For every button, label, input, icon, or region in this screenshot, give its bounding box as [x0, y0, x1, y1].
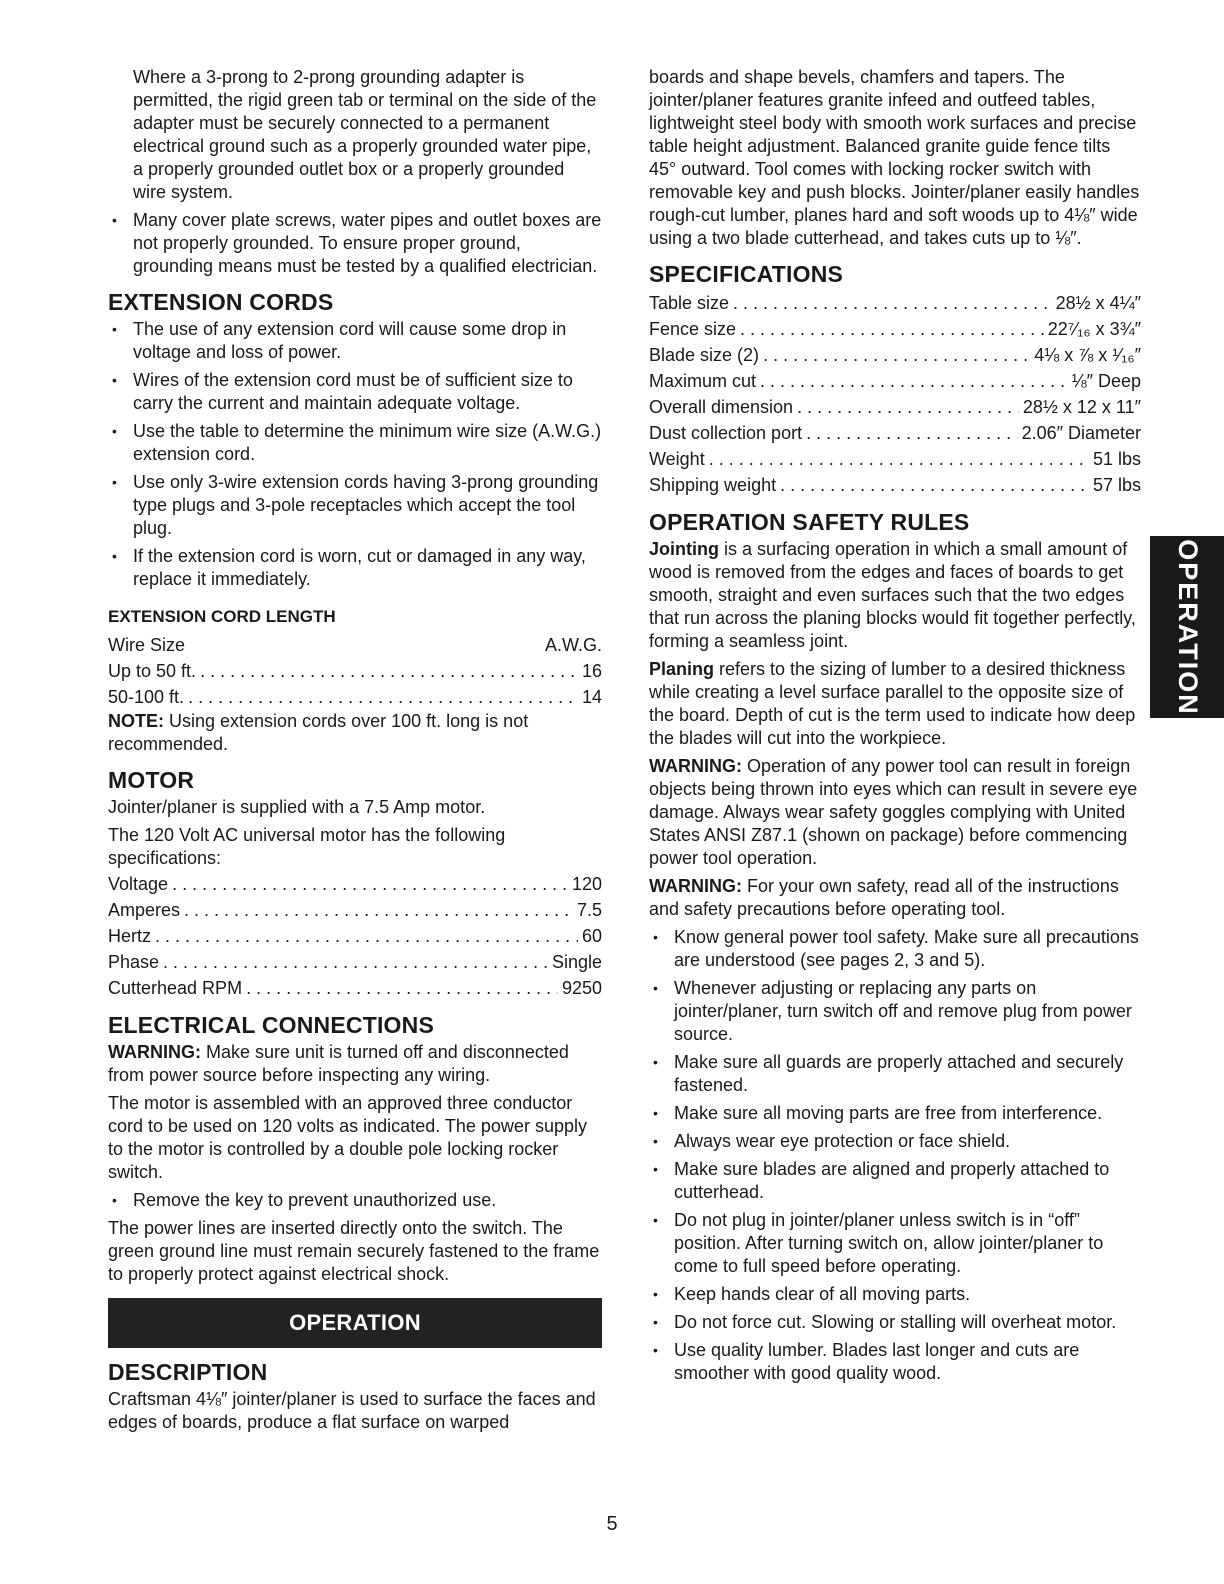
grounding-bullet: • Many cover plate screws, water pipes and outlet boxes are not properly grounded. To ensure proper ground, grounding means must be tested by a qualified electrician.: [108, 209, 602, 278]
side-tab-label: OPERATION: [1172, 538, 1203, 716]
electrical-paragraph: The motor is assembled with an approved three conductor cord to be used on 120 volts as indicated. The power supply to the motor is controlled by a double pole locking rocker switch.: [108, 1093, 587, 1182]
list-item: • Use the table to determine the minimum wire size (A.W.G.) extension cord.: [108, 420, 602, 466]
extension-cords-list: [108, 318, 602, 591]
motor-spec-row: Amperes . . . 7.5: [108, 897, 602, 923]
electrical-paragraph: The power lines are inserted directly onto the switch. The green ground line must remain securely fastened to the frame to properly protect against electrical shock.: [108, 1218, 600, 1284]
electrical-warning: WARNING: Make sure unit is turned off and disconnected from power source before inspecting any wiring.: [108, 1042, 569, 1085]
planing-paragraph: Planing refers to the sizing of lumber to a desired thickness while creating a level surface parallel to the opposite size of the board. Depth of cut is the term used to indicate how deep the blades will cut into the workpiece.: [649, 659, 1136, 748]
safety-rules-list: [649, 926, 1141, 1385]
specification-row: Fence size . . . 22⁷⁄₁₆ x 3¾″: [649, 316, 1141, 342]
eye-warning-paragraph: WARNING: Operation of any power tool can result in foreign objects being thrown into eyes which can result in severe eye damage. Always wear safety goggles complying with United States ANSI Z87.1 (shown on package) before commencing power tool operation.: [649, 756, 1138, 868]
specification-row: Table size . . . 28½ x 4¼″: [649, 290, 1141, 316]
specification-row: Weight . . . 51 lbs: [649, 446, 1141, 472]
cord-table-row: 50-100 ft. . . . 14: [108, 684, 602, 710]
list-item: • Make sure all moving parts are free from interference.: [649, 1102, 1141, 1125]
motor-spec-row: Phase . . . Single: [108, 949, 602, 975]
list-item: • Do not plug in jointer/planer unless switch is in “off” position. After turning switch on, allow jointer/planer to come to full speed before operating.: [649, 1209, 1141, 1278]
description-continued-paragraph: boards and shape bevels, chamfers and tapers. The jointer/planer features granite infeed and outfeed tables, lightweight steel body with smooth work surfaces and precise table height adjustment. Balanced granite guide fence tilts 45° outward. Tool comes with locking rocker switch with removable key and push blocks. Jointer/planer easily handles rough-cut lumber, planes hard and soft woods up to 4⅛″ wide using a two blade cutterhead, and takes cuts up to ⅛″.: [649, 67, 1140, 248]
specifications-heading: SPECIFICATIONS: [649, 261, 844, 287]
description-heading: DESCRIPTION: [108, 1359, 268, 1385]
motor-heading: MOTOR: [108, 767, 195, 793]
operation-section-banner: OPERATION: [108, 1298, 602, 1348]
list-item: • Keep hands clear of all moving parts.: [649, 1283, 1141, 1306]
description-paragraph: Craftsman 4⅛″ jointer/planer is used to surface the faces and edges of boards, produce a flat surface on warped: [108, 1389, 596, 1432]
grounding-adapter-paragraph: Where a 3-prong to 2-prong grounding adapter is permitted, the rigid green tab or terminal on the side of the adapter must be securely connected to a permanent electrical ground such as a properly grounded water pipe, a properly grounded outlet box or a properly grounded wire system.: [133, 67, 597, 202]
list-item: • Wires of the extension cord must be of sufficient size to carry the current and maintain adequate voltage.: [108, 369, 602, 415]
list-item: • Use quality lumber. Blades last longer and cuts are smoother with good quality wood.: [649, 1339, 1141, 1385]
list-item: • If the extension cord is worn, cut or damaged in any way, replace it immediately.: [108, 545, 602, 591]
list-item: • Make sure all guards are properly attached and securely fastened.: [649, 1051, 1141, 1097]
extension-cord-length-heading: EXTENSION CORD LENGTH: [108, 607, 336, 626]
electrical-connections-heading: ELECTRICAL CONNECTIONS: [108, 1012, 434, 1038]
extension-cords-heading: EXTENSION CORDS: [108, 289, 334, 315]
right-column: [649, 66, 1141, 1390]
operation-safety-rules-heading: OPERATION SAFETY RULES: [649, 509, 970, 535]
specification-row: Maximum cut . . . ⅛″ Deep: [649, 368, 1141, 394]
section-side-tab: [1150, 536, 1224, 718]
grounding-bullets: [108, 209, 602, 278]
electrical-bullets: [108, 1189, 602, 1212]
cord-table-row: Up to 50 ft. . . . 16: [108, 658, 602, 684]
safety-warning-paragraph: WARNING: For your own safety, read all of the instructions and safety precautions before operating tool.: [649, 876, 1119, 919]
list-item: • Know general power tool safety. Make sure all precautions are understood (see pages 2, 3 and 5).: [649, 926, 1141, 972]
left-column: [108, 66, 602, 1439]
motor-spec-row: Hertz . . . 60: [108, 923, 602, 949]
list-item: • Whenever adjusting or replacing any parts on jointer/planer, turn switch off and remove plug from power source.: [649, 977, 1141, 1046]
list-item: • Make sure blades are aligned and properly attached to cutterhead.: [649, 1158, 1141, 1204]
list-item: • Do not force cut. Slowing or stalling will overheat motor.: [649, 1311, 1141, 1334]
motor-paragraph: The 120 Volt AC universal motor has the following specifications:: [108, 825, 506, 868]
specification-row: Blade size (2) . . . 4⅛ x ⅞ x ¹⁄₁₆″: [649, 342, 1141, 368]
cord-note: NOTE: Using extension cords over 100 ft. long is not recommended.: [108, 711, 529, 754]
awg-header: A.W.G.: [544, 635, 602, 655]
cord-table-header: [108, 632, 602, 658]
wire-size-header: Wire Size: [108, 635, 186, 655]
jointing-paragraph: Jointing is a surfacing operation in which a small amount of wood is removed from the edges and faces of boards to get smooth, straight and even surfaces such that the two edges that run across the planing blocks would fit together perfectly, forming a seamless joint.: [649, 539, 1136, 651]
motor-paragraph: Jointer/planer is supplied with a 7.5 Amp motor.: [108, 797, 486, 817]
motor-spec-row: Voltage . . . 120: [108, 871, 602, 897]
list-item: • Always wear eye protection or face shield.: [649, 1130, 1141, 1153]
specification-row: Overall dimension . . . 28½ x 12 x 11″: [649, 394, 1141, 420]
list-item: • The use of any extension cord will cause some drop in voltage and loss of power.: [108, 318, 602, 364]
page-number: 5: [606, 1513, 618, 1535]
list-item: • Use only 3-wire extension cords having 3-prong grounding type plugs and 3-pole receptacles which accept the tool plug.: [108, 471, 602, 540]
specification-row: Dust collection port . . . 2.06″ Diameter: [649, 420, 1141, 446]
specification-row: Shipping weight . . . 57 lbs: [649, 472, 1141, 498]
motor-spec-row: Cutterhead RPM . . . 9250: [108, 975, 602, 1001]
list-item: • Remove the key to prevent unauthorized use.: [108, 1189, 602, 1212]
